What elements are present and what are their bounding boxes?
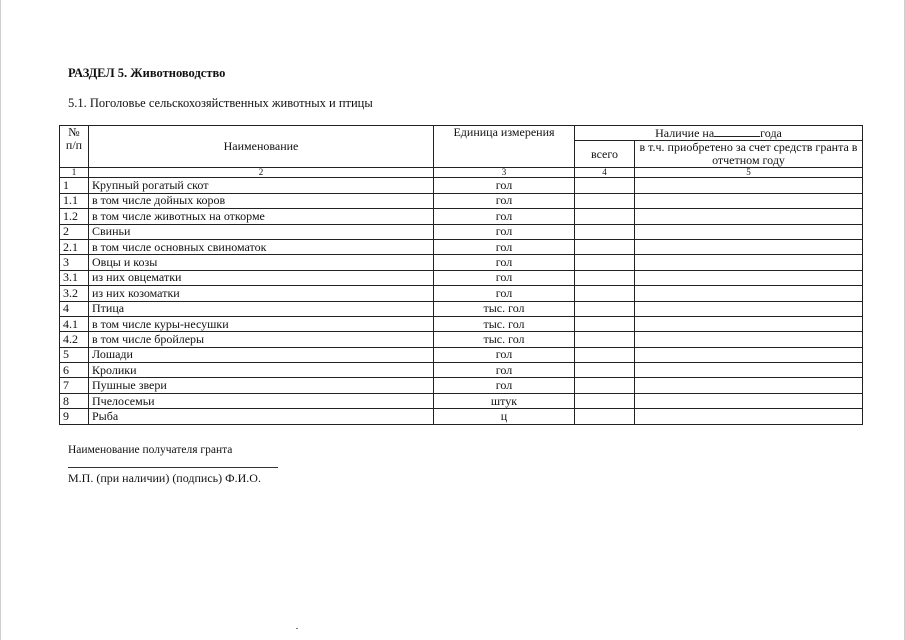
row-name-cell: из них овцематки xyxy=(89,270,434,285)
row-total-cell[interactable] xyxy=(575,363,635,378)
row-name-cell: в том числе основных свиноматок xyxy=(89,239,434,254)
table-row xyxy=(60,178,863,193)
row-unit-cell: штук xyxy=(434,393,575,408)
column-number-row xyxy=(60,168,863,178)
table-row xyxy=(60,239,863,254)
row-total-cell[interactable] xyxy=(575,224,635,239)
row-number-cell: 2 xyxy=(60,224,89,239)
row-total-cell[interactable] xyxy=(575,332,635,347)
row-unit-cell: тыс. гол xyxy=(434,316,575,331)
row-number-cell: 1.2 xyxy=(60,209,89,224)
row-grant-cell[interactable] xyxy=(635,316,863,331)
row-unit-cell: гол xyxy=(434,363,575,378)
row-grant-cell[interactable] xyxy=(635,393,863,408)
row-number-cell: 3 xyxy=(60,255,89,270)
row-number-cell: 4 xyxy=(60,301,89,316)
row-number-cell: 1.1 xyxy=(60,193,89,208)
row-name-cell: Рыба xyxy=(89,409,434,424)
row-name-cell: в том числе дойных коров xyxy=(89,193,434,208)
table-row xyxy=(60,255,863,270)
row-name-cell: в том числе куры-несушки xyxy=(89,316,434,331)
row-grant-cell[interactable] xyxy=(635,209,863,224)
row-total-cell[interactable] xyxy=(575,286,635,301)
table-row xyxy=(60,301,863,316)
row-total-cell[interactable] xyxy=(575,270,635,285)
row-grant-cell[interactable] xyxy=(635,301,863,316)
row-unit-cell: ц xyxy=(434,409,575,424)
row-grant-cell[interactable] xyxy=(635,286,863,301)
table-row xyxy=(60,363,863,378)
row-total-cell[interactable] xyxy=(575,239,635,254)
row-number-cell: 7 xyxy=(60,378,89,393)
row-name-cell: Птица xyxy=(89,301,434,316)
scan-speck xyxy=(296,628,298,629)
row-number-cell: 3.1 xyxy=(60,270,89,285)
row-number-cell: 4.2 xyxy=(60,332,89,347)
table-row xyxy=(60,347,863,362)
row-total-cell[interactable] xyxy=(575,393,635,408)
row-name-cell: в том числе бройлеры xyxy=(89,332,434,347)
row-name-cell: в том числе животных на откорме xyxy=(89,209,434,224)
row-grant-cell[interactable] xyxy=(635,255,863,270)
table-row xyxy=(60,332,863,347)
row-unit-cell: гол xyxy=(434,178,575,193)
row-name-cell: Пчелосемьи xyxy=(89,393,434,408)
row-total-cell[interactable] xyxy=(575,178,635,193)
header-availability-prefix: Наличие на xyxy=(655,126,715,141)
header-availability xyxy=(575,126,863,141)
row-name-cell: Кролики xyxy=(89,363,434,378)
year-blank-field[interactable] xyxy=(714,126,760,137)
row-unit-cell: тыс. гол xyxy=(434,301,575,316)
row-total-cell[interactable] xyxy=(575,255,635,270)
row-total-cell[interactable] xyxy=(575,409,635,424)
row-unit-cell: гол xyxy=(434,239,575,254)
table-row xyxy=(60,378,863,393)
row-number-cell: 4.1 xyxy=(60,316,89,331)
row-total-cell[interactable] xyxy=(575,347,635,362)
table-row xyxy=(60,224,863,239)
row-unit-cell: тыс. гол xyxy=(434,332,575,347)
row-number-cell: 2.1 xyxy=(60,239,89,254)
header-total: всего xyxy=(575,141,635,168)
row-name-cell: Свиньи xyxy=(89,224,434,239)
row-unit-cell: гол xyxy=(434,347,575,362)
row-unit-cell: гол xyxy=(434,286,575,301)
subsection-title: 5.1. Поголовье сельскохозяйственных животных и птицы xyxy=(68,96,373,110)
column-number: 5 xyxy=(635,168,863,178)
livestock-table xyxy=(59,125,863,425)
table-header-row-1 xyxy=(60,126,863,141)
row-unit-cell: гол xyxy=(434,224,575,239)
signature-line xyxy=(68,467,278,468)
row-grant-cell[interactable] xyxy=(635,363,863,378)
row-grant-cell[interactable] xyxy=(635,347,863,362)
row-total-cell[interactable] xyxy=(575,316,635,331)
row-unit-cell: гол xyxy=(434,209,575,224)
header-grant: в т.ч. приобретено за счет средств гранта в отчетном году xyxy=(635,141,863,168)
row-grant-cell[interactable] xyxy=(635,332,863,347)
header-number: № п/п xyxy=(60,126,89,168)
table-row xyxy=(60,286,863,301)
row-unit-cell: гол xyxy=(434,270,575,285)
row-number-cell: 6 xyxy=(60,363,89,378)
table-row xyxy=(60,209,863,224)
table-row xyxy=(60,409,863,424)
row-unit-cell: гол xyxy=(434,378,575,393)
row-number-cell: 3.2 xyxy=(60,286,89,301)
row-grant-cell[interactable] xyxy=(635,193,863,208)
page-left-edge xyxy=(0,0,1,640)
row-grant-cell[interactable] xyxy=(635,270,863,285)
row-total-cell[interactable] xyxy=(575,193,635,208)
table-row xyxy=(60,193,863,208)
grant-recipient-label: Наименование получателя гранта xyxy=(68,444,233,456)
header-unit: Единица измерения xyxy=(434,126,575,168)
column-number: 4 xyxy=(575,168,635,178)
row-name-cell: из них козоматки xyxy=(89,286,434,301)
column-number: 3 xyxy=(434,168,575,178)
row-grant-cell[interactable] xyxy=(635,178,863,193)
row-number-cell: 9 xyxy=(60,409,89,424)
row-total-cell[interactable] xyxy=(575,301,635,316)
signature-caption: М.П. (при наличии) (подпись) Ф.И.О. xyxy=(68,471,261,485)
row-total-cell[interactable] xyxy=(575,209,635,224)
row-grant-cell[interactable] xyxy=(635,224,863,239)
row-unit-cell: гол xyxy=(434,193,575,208)
row-name-cell: Пушные звери xyxy=(89,378,434,393)
column-number: 2 xyxy=(89,168,434,178)
table-row xyxy=(60,316,863,331)
row-total-cell[interactable] xyxy=(575,378,635,393)
row-grant-cell[interactable] xyxy=(635,409,863,424)
row-name-cell: Овцы и козы xyxy=(89,255,434,270)
table-row xyxy=(60,270,863,285)
header-name: Наименование xyxy=(89,126,434,168)
livestock-table-body xyxy=(60,126,863,425)
header-availability-suffix: года xyxy=(760,126,782,141)
row-number-cell: 8 xyxy=(60,393,89,408)
row-grant-cell[interactable] xyxy=(635,239,863,254)
row-number-cell: 5 xyxy=(60,347,89,362)
row-name-cell: Лошади xyxy=(89,347,434,362)
table-row xyxy=(60,393,863,408)
row-unit-cell: гол xyxy=(434,255,575,270)
row-name-cell: Крупный рогатый скот xyxy=(89,178,434,193)
column-number: 1 xyxy=(60,168,89,178)
row-grant-cell[interactable] xyxy=(635,378,863,393)
row-number-cell: 1 xyxy=(60,178,89,193)
section-title: РАЗДЕЛ 5. Животноводство xyxy=(68,66,226,80)
